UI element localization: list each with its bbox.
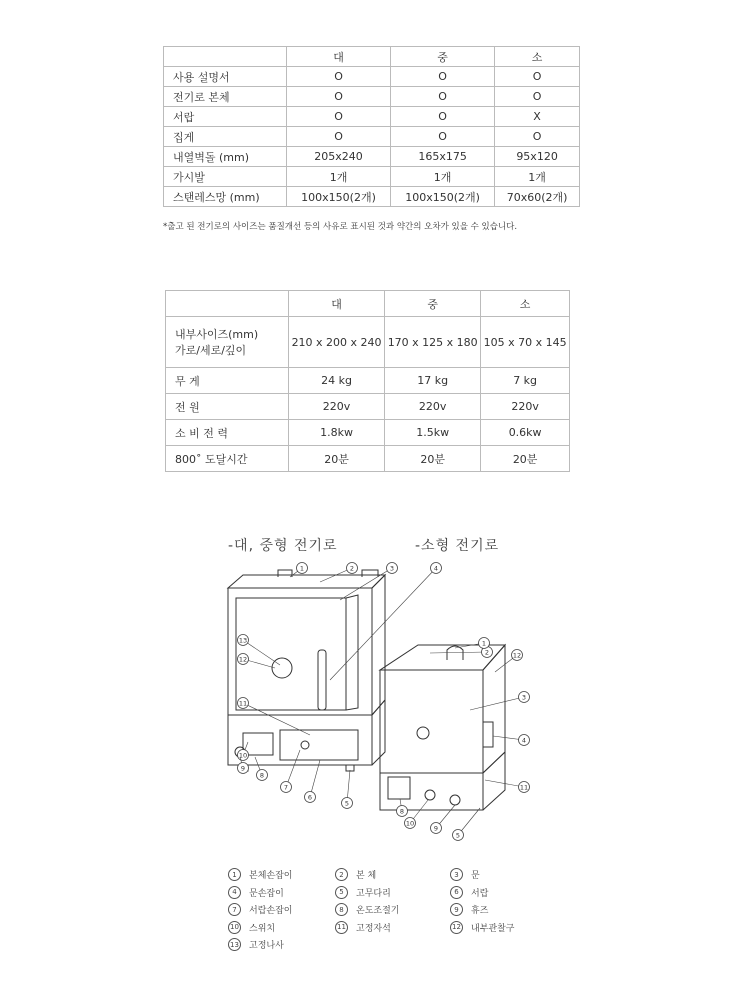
legend-label: 문: [471, 871, 480, 881]
legend-label: 고정나사: [249, 941, 284, 951]
cell: 100x150(2개): [391, 187, 495, 207]
svg-text:3: 3: [521, 693, 527, 702]
cell: 중: [391, 47, 495, 67]
cell: 210 x 200 x 240: [289, 317, 385, 368]
legend-item: [228, 921, 275, 934]
svg-text:2: 2: [349, 564, 355, 573]
number-badge: 1: [228, 868, 241, 881]
row-label: 내열벽돌 (mm): [164, 147, 287, 167]
row-label: 무 게: [166, 368, 289, 394]
size-note: *출고 된 전기로의 사이즈는 품질개선 등의 사유로 표시된 것과 약간의 오차가 있을 수 있습니다.: [163, 222, 518, 232]
legend-item: [228, 903, 292, 916]
legend-label: 본체손잡이: [249, 871, 293, 881]
cell: O: [391, 87, 495, 107]
cell: O: [495, 67, 580, 87]
cell: 105 x 70 x 145: [481, 317, 570, 368]
row-label: 가시발: [164, 167, 287, 187]
svg-text:13: 13: [238, 636, 248, 645]
title-small-furnace: -소형 전기로: [415, 538, 500, 554]
legend-label: 서랍손잡이: [249, 906, 293, 916]
svg-text:11: 11: [238, 699, 248, 708]
cell: 대: [287, 47, 391, 67]
cell: 24 kg: [289, 368, 385, 394]
svg-text:2: 2: [484, 648, 490, 657]
svg-text:10: 10: [405, 819, 415, 828]
row-label: 전 원: [166, 394, 289, 420]
row-label: 800˚ 도달시간: [166, 446, 289, 472]
row-label: 전기로 본체: [164, 87, 287, 107]
svg-text:5: 5: [455, 831, 461, 840]
legend-item: [335, 868, 376, 881]
svg-text:9: 9: [240, 764, 246, 773]
svg-text:11: 11: [519, 783, 529, 792]
size-label: 내부사이즈(mm): [175, 328, 259, 341]
number-badge: 11: [335, 921, 348, 934]
cell: O: [495, 87, 580, 107]
cell: O: [287, 107, 391, 127]
row-label: 소 비 전 력: [166, 420, 289, 446]
row-label: 사용 설명서: [164, 67, 287, 87]
row-label: 집게: [164, 127, 287, 147]
cell: 소: [495, 47, 580, 67]
legend-item: [228, 868, 292, 881]
cell: 0.6kw: [481, 420, 570, 446]
svg-text:12: 12: [512, 651, 522, 660]
cell: 대: [289, 291, 385, 317]
legend-item: [450, 903, 488, 916]
cell: 중: [385, 291, 481, 317]
cell: O: [391, 127, 495, 147]
cell: O: [391, 67, 495, 87]
cell: 20분: [385, 446, 481, 472]
cell: 1개: [391, 167, 495, 187]
cell: 220v: [289, 394, 385, 420]
number-badge: 10: [228, 921, 241, 934]
svg-text:4: 4: [521, 736, 527, 745]
legend-item: [228, 886, 284, 899]
legend-item: [335, 903, 399, 916]
number-badge: 4: [228, 886, 241, 899]
svg-text:12: 12: [238, 655, 248, 664]
cell: 1개: [287, 167, 391, 187]
legend-label: 스위치: [249, 923, 276, 934]
legend-label: 온도조절기: [356, 906, 400, 916]
svg-text:5: 5: [344, 799, 350, 808]
number-badge: 13: [228, 938, 241, 951]
legend-label: 휴즈: [471, 906, 489, 916]
svg-text:1: 1: [481, 639, 487, 648]
cell: 7 kg: [481, 368, 570, 394]
legend-item: [335, 886, 391, 899]
cell: 220v: [385, 394, 481, 420]
legend-label: 문손잡이: [249, 888, 284, 899]
legend-label: 내부관찰구: [471, 923, 515, 934]
number-badge: 3: [450, 868, 463, 881]
legend-label: 본 체: [356, 871, 377, 881]
svg-text:6: 6: [307, 793, 313, 802]
cell: O: [287, 67, 391, 87]
number-badge: 5: [335, 886, 348, 899]
number-badge: 2: [335, 868, 348, 881]
cell: 소: [481, 291, 570, 317]
cell: 70x60(2개): [495, 187, 580, 207]
row-label: 스탠레스망 (mm): [164, 187, 287, 207]
svg-text:9: 9: [433, 824, 439, 833]
cell: 20분: [289, 446, 385, 472]
number-badge: 7: [228, 903, 241, 916]
cell: O: [391, 107, 495, 127]
cell: 100x150(2개): [287, 187, 391, 207]
cell: O: [287, 127, 391, 147]
legend-item: [228, 938, 284, 951]
cell: 1.8kw: [289, 420, 385, 446]
cell: 1.5kw: [385, 420, 481, 446]
row-label: 서랍: [164, 107, 287, 127]
cell: X: [495, 107, 580, 127]
legend-label: 고무다리: [356, 888, 391, 899]
number-badge: 6: [450, 886, 463, 899]
cell: 95x120: [495, 147, 580, 167]
svg-text:8: 8: [399, 807, 405, 816]
cell: 20분: [481, 446, 570, 472]
size-sublabel: 가로/세로/깊이: [175, 344, 247, 357]
cell: 170 x 125 x 180: [385, 317, 481, 368]
svg-text:3: 3: [389, 564, 395, 573]
cell: 1개: [495, 167, 580, 187]
title-large-furnace: -대, 중형 전기로: [228, 538, 338, 554]
legend-label: 고정자석: [356, 923, 391, 934]
legend-label: 서랍: [471, 888, 489, 899]
cell: 165x175: [391, 147, 495, 167]
cell: O: [287, 87, 391, 107]
number-badge: 12: [450, 921, 463, 934]
legend-item: [335, 921, 391, 934]
svg-text:1: 1: [299, 564, 305, 573]
legend-item: [450, 868, 480, 881]
svg-text:10: 10: [238, 751, 248, 760]
cell: O: [495, 127, 580, 147]
cell: 205x240: [287, 147, 391, 167]
cell: 17 kg: [385, 368, 481, 394]
number-badge: 8: [335, 903, 348, 916]
svg-text:7: 7: [283, 783, 289, 792]
svg-text:4: 4: [433, 564, 439, 573]
cell: 220v: [481, 394, 570, 420]
svg-text:8: 8: [259, 771, 265, 780]
legend-item: [450, 886, 488, 899]
number-badge: 9: [450, 903, 463, 916]
legend-item: [450, 921, 514, 934]
